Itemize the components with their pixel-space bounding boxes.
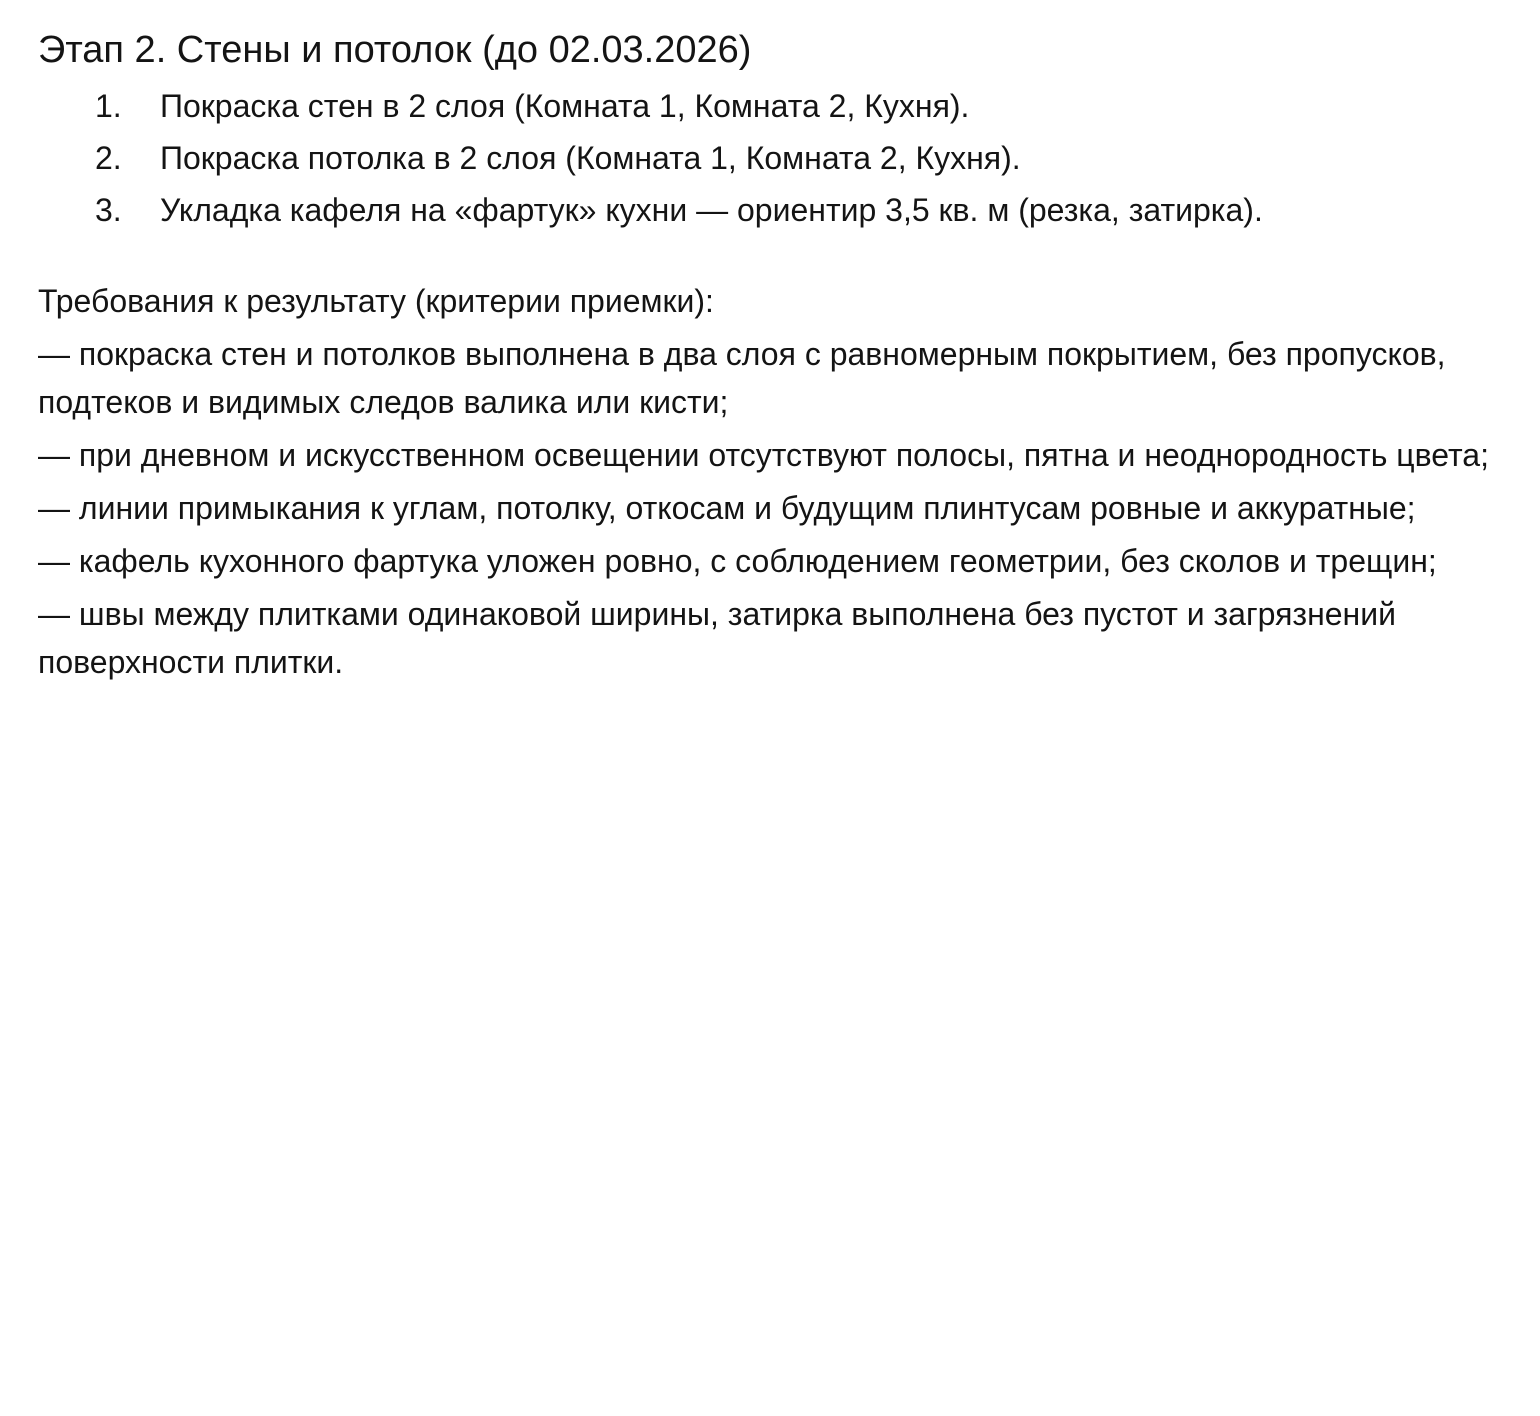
stage-heading: Этап 2. Стены и потолок (до 02.03.2026) — [38, 29, 752, 71]
task-item — [38, 132, 1512, 184]
task-item-text: Покраска стен в 2 слоя (Комната 1, Комната 2, Кухня). — [160, 88, 970, 124]
criteria-intro: Требования к результату (критерии приемки): — [38, 283, 714, 319]
criteria-item: — кафель кухонного фартука уложен ровно, с соблюдением геометрии, без сколов и трещин; — [38, 543, 1437, 579]
task-item-number: 1. — [95, 88, 122, 124]
criteria-item: — при дневном и искусственном освещении отсутствуют полосы, пятна и неоднородность цвета; — [38, 437, 1489, 473]
task-item — [38, 184, 1512, 236]
criteria-item: — покраска стен и потолков выполнена в два слоя с равномерным покрытием, без пропусков, подтеков и видимых следов валика или кисти; — [38, 336, 1446, 420]
criteria-item: — линии примыкания к углам, потолку, откосам и будущим плинтусам ровные и аккуратные; — [38, 490, 1416, 526]
task-list — [38, 80, 1512, 236]
task-item-text: Укладка кафеля на «фартук» кухни — ориентир 3,5 кв. м (резка, затирка). — [160, 192, 1263, 228]
criteria-item: — швы между плитками одинаковой ширины, затирка выполнена без пустот и загрязнений поверхности плитки. — [38, 596, 1396, 680]
criteria-section — [38, 277, 1512, 686]
document-page — [0, 0, 1540, 686]
task-item-text: Покраска потолка в 2 слоя (Комната 1, Комната 2, Кухня). — [160, 140, 1021, 176]
task-item-number: 3. — [95, 192, 122, 228]
task-item-number: 2. — [95, 140, 122, 176]
task-item — [38, 80, 1512, 132]
